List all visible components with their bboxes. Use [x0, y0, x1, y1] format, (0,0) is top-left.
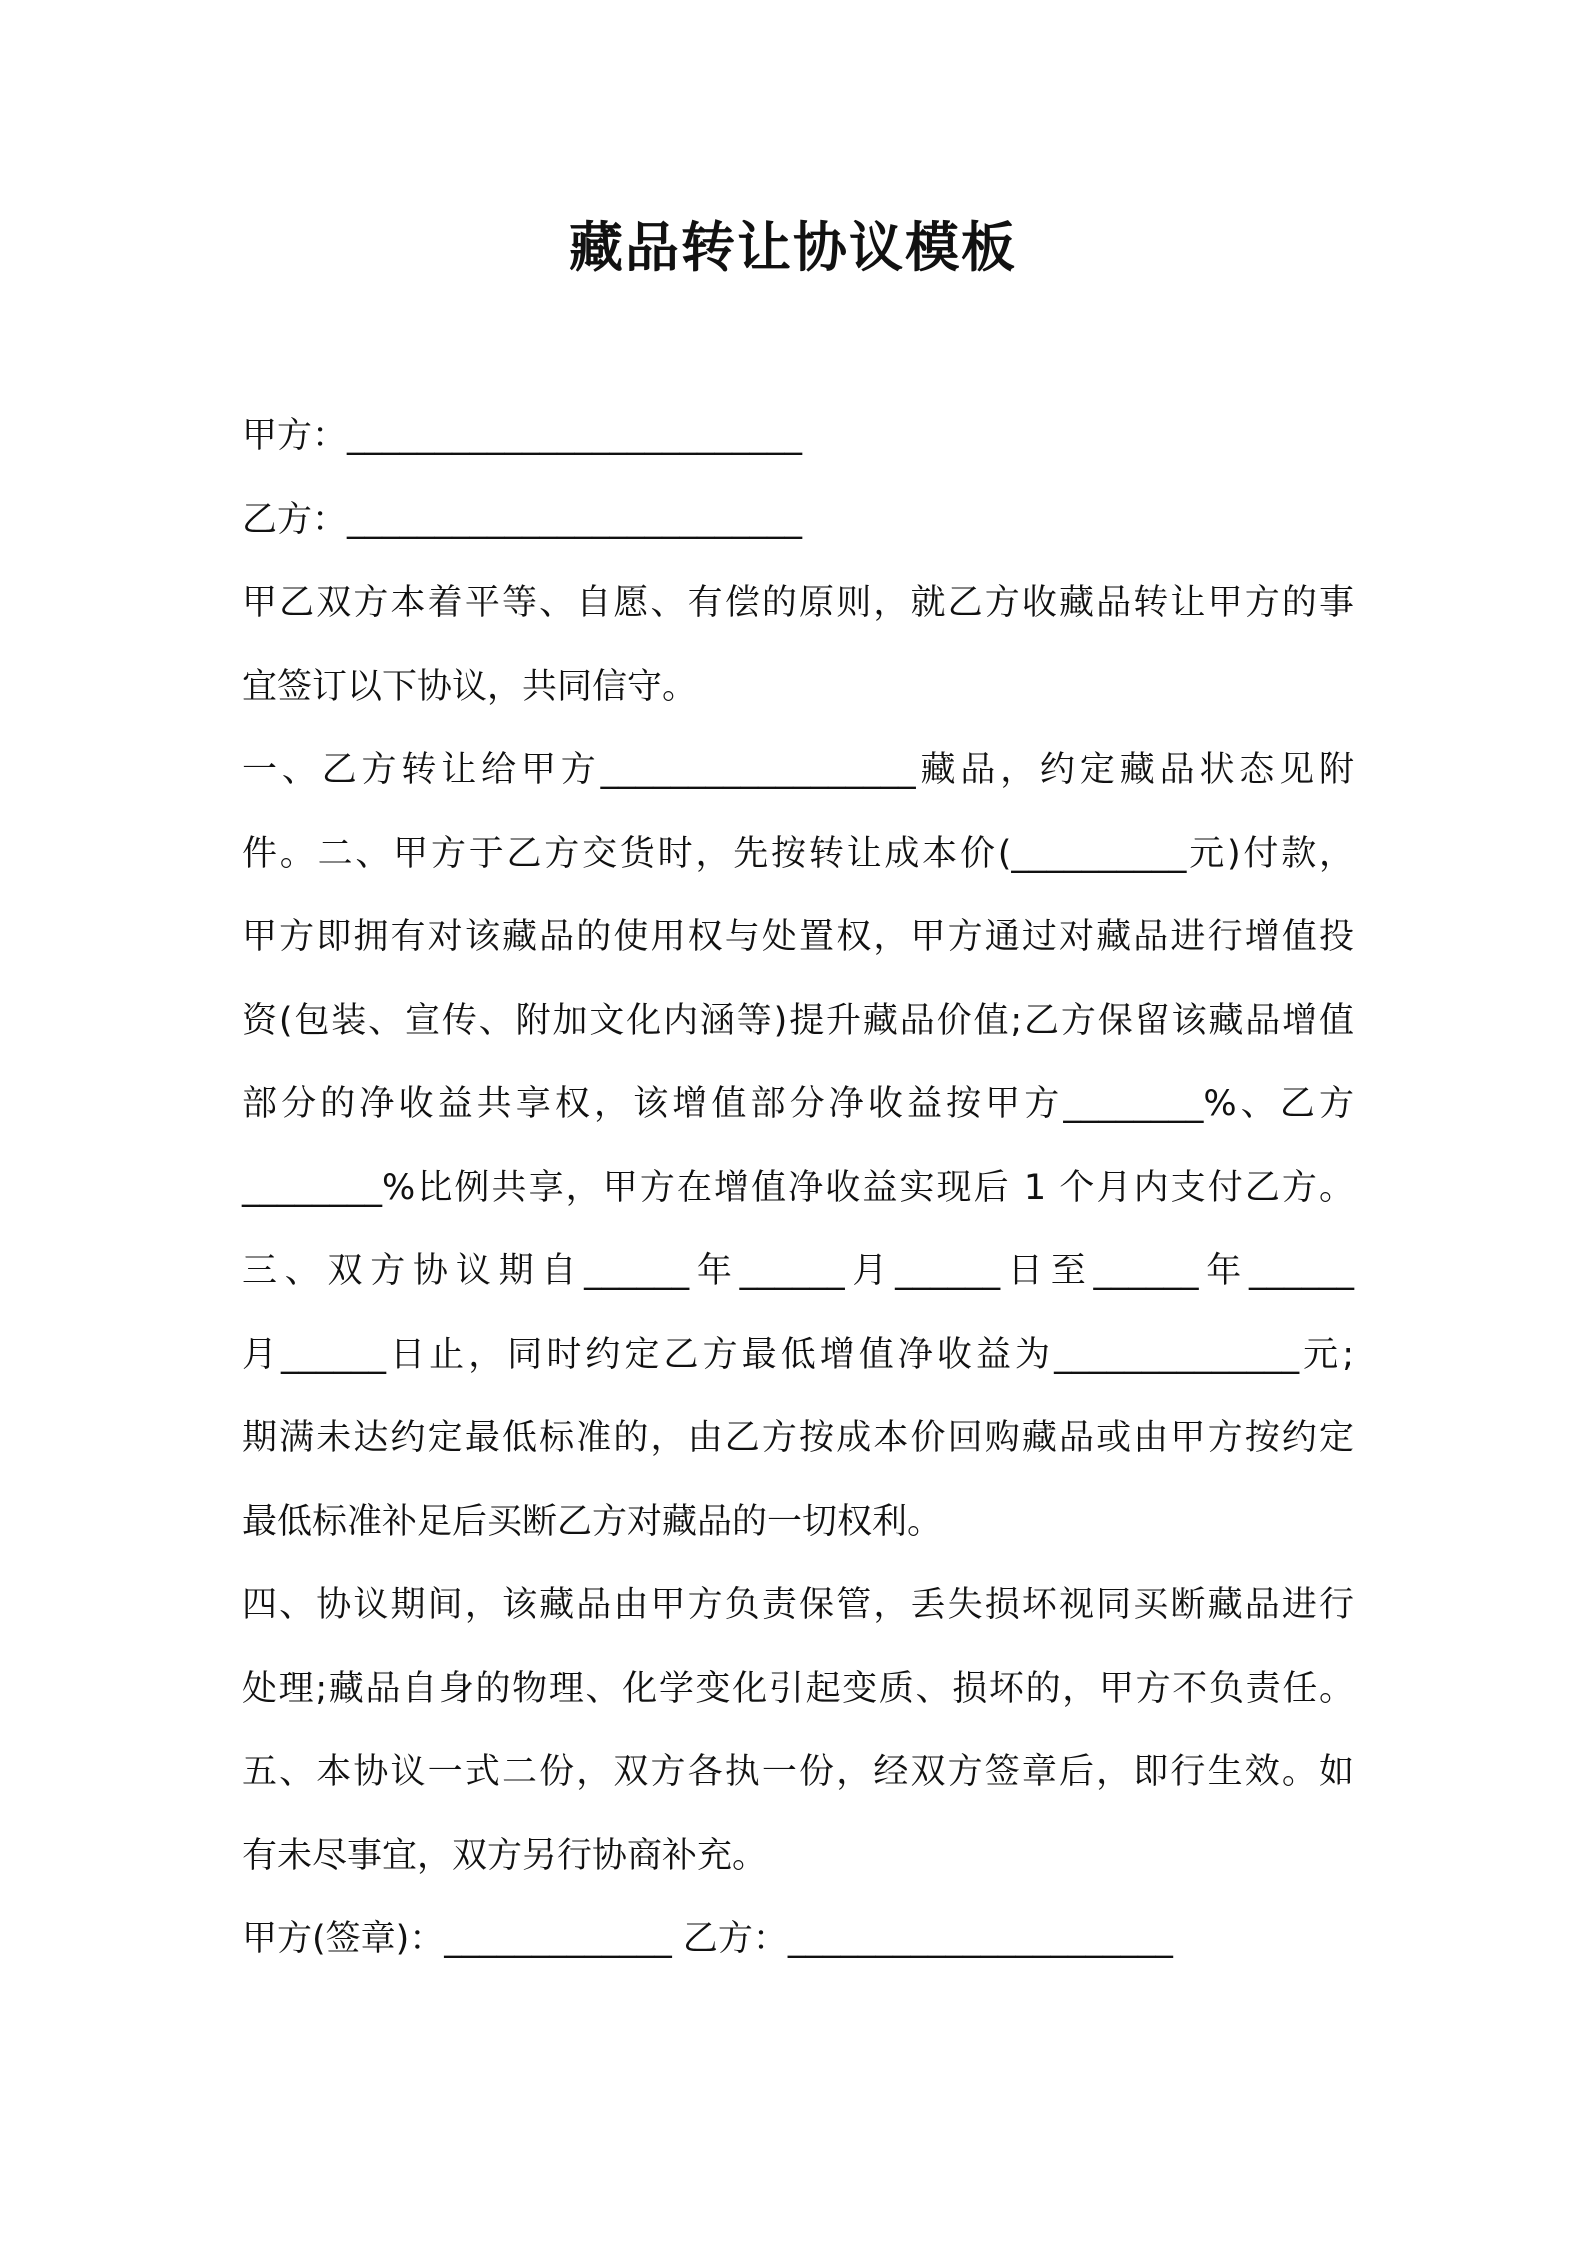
document-title: 藏品转让协议模板	[569, 216, 1017, 279]
clause-5-line-1: 五、本协议一式二份，双方各执一份，经双方签章后，即行生效。如	[242, 1752, 1354, 1792]
party-b-line: 乙方：__________________________	[242, 499, 803, 540]
clause-1-line-1: 一、乙方转让给甲方__________________藏品，约定藏品状态见附	[242, 750, 1354, 790]
clause-4-line-2: 处理;藏品自身的物理、化学变化引起变质、损坏的，甲方不负责任。	[242, 1668, 1354, 1709]
clause-3-line-2: 月______日止，同时约定乙方最低增值净收益为______________元;	[242, 1334, 1354, 1375]
clause-2-line-4: 部分的净收益共享权，该增值部分净收益按甲方________%、乙方	[242, 1084, 1354, 1124]
clause-4-line-1: 四、协议期间，该藏品由甲方负责保管，丢失损坏视同买断藏品进行	[242, 1585, 1354, 1625]
signature-line: 甲方(签章)：_____________ 乙方：______________________	[242, 1919, 1173, 1959]
clause-3-line-4: 最低标准补足后买断乙方对藏品的一切权利。	[242, 1501, 943, 1542]
clause-3-line-3: 期满未达约定最低标准的，由乙方按成本价回购藏品或由甲方按约定	[242, 1418, 1354, 1458]
clause-2-line-5: ________%比例共享，甲方在增值净收益实现后 1 个月内支付乙方。	[242, 1167, 1354, 1208]
clause-2-line-1: 件。二、甲方于乙方交货时，先按转让成本价(__________元)付款，	[242, 833, 1354, 874]
clause-3-line-1: 三、双方协议期自______年______月______日至______年______	[242, 1251, 1354, 1291]
clause-5-line-2: 有未尽事宜，双方另行协商补充。	[242, 1835, 768, 1876]
document-body	[242, 395, 1354, 1982]
clause-2-line-3: 资(包装、宣传、附加文化内涵等)提升藏品价值;乙方保留该藏品增值	[242, 1000, 1354, 1041]
preamble-line-1: 甲乙双方本着平等、自愿、有偿的原则，就乙方收藏品转让甲方的事	[242, 583, 1354, 623]
preamble-line-2: 宜签订以下协议，共同信守。	[242, 666, 698, 707]
party-a-line: 甲方：__________________________	[242, 416, 803, 456]
clause-2-line-2: 甲方即拥有对该藏品的使用权与处置权，甲方通过对藏品进行增值投	[242, 917, 1354, 957]
